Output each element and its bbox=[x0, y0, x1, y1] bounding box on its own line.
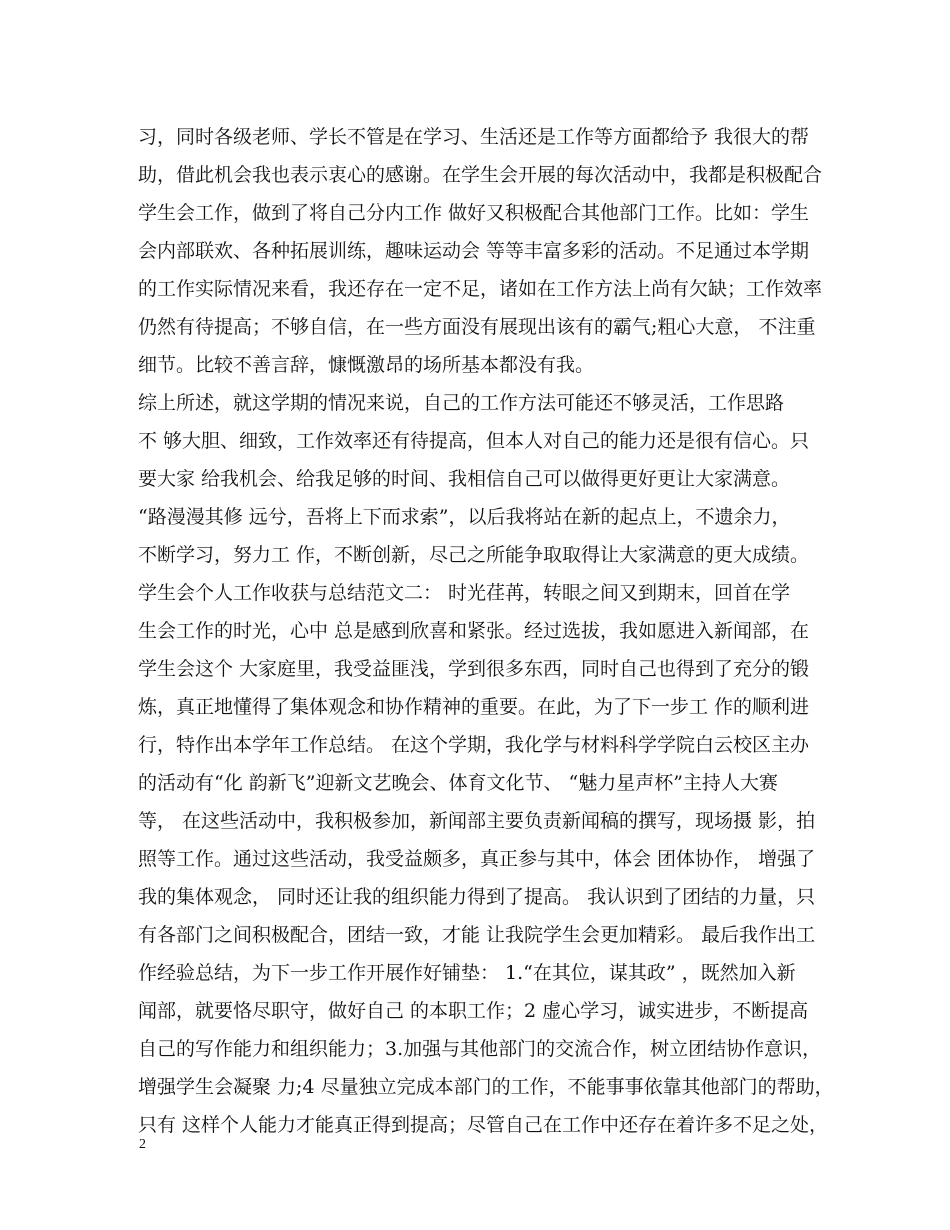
text-line-5: 的工作实际情况来看，我还存在一定不足，诸如在工作方法上尚有欠缺；工作效率 bbox=[138, 278, 823, 300]
text-line-18: 的活动有“化 韵新飞”迎新文艺晚会、体育文化节、 “魅力星声杯”主持人大赛 bbox=[138, 772, 778, 794]
text-line-26: 增强学生会凝聚 力;4 尽量独立完成本部门的工作，不能事事依靠其他部门的帮助， bbox=[138, 1076, 834, 1098]
text-line-11: “路漫漫其修 远兮，吾将上下而求索”，以后我将站在新的起点上，不遗余力， bbox=[138, 506, 791, 528]
text-line-4: 会内部联欢、各种拓展训练，趣味运动会 等等丰富多彩的活动。不足通过本学期 bbox=[138, 240, 810, 262]
text-line-24: 闻部，就要恪尽职守，做好自己 的本职工作；2 虚心学习，诚实进步，不断提高 bbox=[138, 1000, 809, 1022]
text-line-15: 学生会这个 大家庭里，我受益匪浅，学到很多东西，同时自己也得到了充分的锻 bbox=[138, 658, 810, 680]
text-line-20: 照等工作。通过这些活动，我受益颇多，真正参与其中，体会 团体协作， 增强了 bbox=[138, 848, 816, 870]
text-line-14: 生会工作的时光，心中 总是感到欣喜和紧张。经过选拔，我如愿进入新闻部，在 bbox=[138, 620, 810, 642]
text-line-9: 不 够大胆、细致，工作效率还有待提高，但本人对自己的能力还是很有信心。只 bbox=[138, 430, 810, 452]
text-line-22: 有各部门之间积极配合，团结一致，才能 让我院学生会更加精彩。 最后我作出工 bbox=[138, 924, 816, 946]
text-line-12: 不断学习，努力工 作，不断创新，尽己之所能争取取得让大家满意的更大成绩。 bbox=[138, 544, 810, 566]
text-line-2: 助，借此机会我也表示衷心的感谢。在学生会开展的每次活动中，我都是积极配合 bbox=[138, 164, 823, 186]
page-number: 2 bbox=[139, 1137, 146, 1152]
text-line-1: 习，同时各级老师、学长不管是在学习、生活还是工作等方面都给予 我很大的帮 bbox=[138, 126, 810, 148]
body-text bbox=[138, 118, 834, 1144]
text-line-19: 等， 在这些活动中，我积极参加，新闻部主要负责新闻稿的撰写，现场摄 影，拍 bbox=[138, 810, 816, 832]
text-line-6: 仍然有待提高；不够自信，在一些方面没有展现出该有的霸气;粗心大意， 不注重 bbox=[138, 316, 816, 338]
text-line-23: 作经验总结，为下一步工作开展作好铺垫： 1.“在其位，谋其政” ，既然加入新 bbox=[138, 962, 796, 984]
text-line-3: 学生会工作，做到了将自己分内工作 做好又积极配合其他部门工作。比如：学生 bbox=[138, 202, 810, 224]
text-line-27: 只有 这样个人能力才能真正得到提高；尽管自己在工作中还存在着许多不足之处， bbox=[138, 1114, 829, 1136]
text-line-13: 学生会个人工作收获与总结范文二： 时光荏苒，转眼之间又到期末，回首在学 bbox=[138, 582, 791, 604]
text-line-16: 炼，真正地懂得了集体观念和协作精神的重要。在此，为了下一步工 作的顺利进 bbox=[138, 696, 810, 718]
text-line-17: 行，特作出本学年工作总结。 在这个学期，我化学与材料科学学院白云校区主办 bbox=[138, 734, 810, 756]
text-line-7: 细节。比较不善言辞，慷慨激昂的场所基本都没有我。 bbox=[138, 354, 595, 376]
text-line-21: 我的集体观念， 同时还让我的组织能力得到了提高。 我认识到了团结的力量，只 bbox=[138, 886, 816, 908]
text-line-10: 要大家 给我机会、给我足够的时间、我相信自己可以做得更好更让大家满意。 bbox=[138, 468, 791, 490]
text-line-8: 综上所述，就这学期的情况来说，自己的工作方法可能还不够灵活，工作思路 bbox=[138, 392, 785, 414]
text-line-25: 自己的写作能力和组织能力；3.加强与其他部门的交流合作，树立团结协作意识， bbox=[138, 1038, 822, 1060]
